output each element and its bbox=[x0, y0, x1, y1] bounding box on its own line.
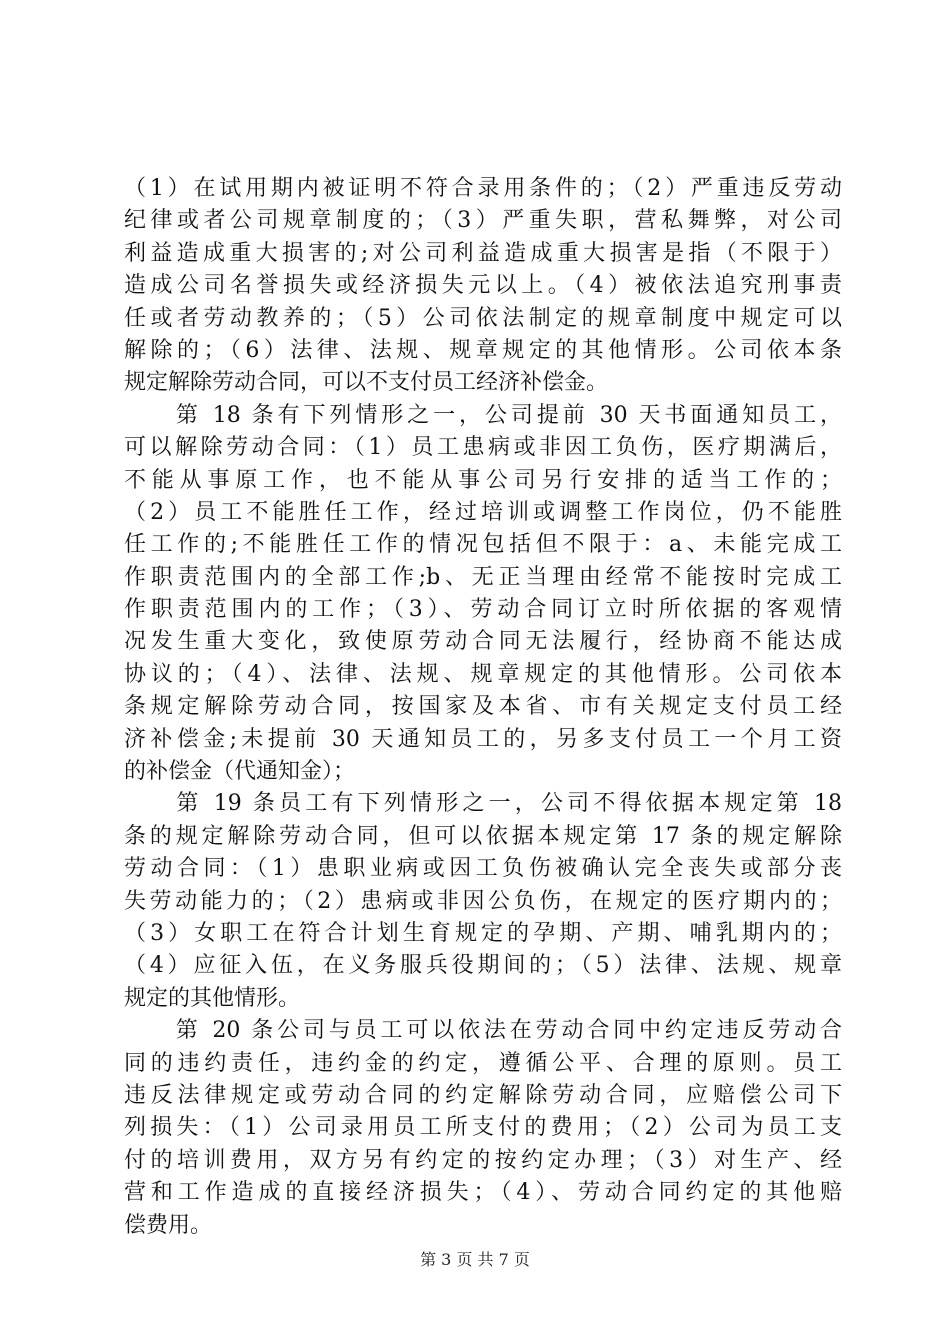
text-line: 造成公司名誉损失或经济损失元以上。（4）被依法追究刑事责 bbox=[124, 273, 842, 299]
text-line: 任或者劳动教养的；（5）公司依法制定的规章制度中规定可以 bbox=[124, 305, 842, 331]
text-line: 条的规定解除劳动合同，但可以依据本规定第 17 条的规定解除 bbox=[124, 823, 842, 849]
text-line: 利益造成重大损害的;对公司利益造成重大损害是指（不限于） bbox=[124, 240, 842, 266]
text-line: 营和工作造成的直接经济损失；（4）、劳动合同约定的其他赔 bbox=[124, 1180, 842, 1206]
text-line: 规定解除劳动合同，可以不支付员工经济补偿金。 bbox=[124, 370, 609, 396]
text-line: 第 19 条员工有下列情形之一，公司不得依据本规定第 18 bbox=[124, 791, 842, 817]
page-number-footer: 第 3 页 共 7 页 bbox=[420, 1250, 530, 1269]
text-line: 同的违约责任，违约金的约定，遵循公平、合理的原则。员工 bbox=[124, 1050, 842, 1076]
text-line: 第 20 条公司与员工可以依法在劳动合同中约定违反劳动合 bbox=[124, 1018, 842, 1044]
text-line: 况发生重大变化，致使原劳动合同无法履行，经协商不能达成 bbox=[124, 629, 842, 655]
text-line: 作职责范围内的工作；（3）、劳动合同订立时所依据的客观情 bbox=[124, 597, 842, 623]
text-line: 任工作的;不能胜任工作的情况包括但不限于：a、未能完成工 bbox=[124, 532, 842, 558]
text-line: 第 18 条有下列情形之一，公司提前 30 天书面通知员工， bbox=[124, 402, 842, 428]
text-line: 协议的；（4）、法律、法规、规章规定的其他情形。公司依本 bbox=[124, 661, 842, 687]
text-line: 偿费用。 bbox=[124, 1212, 213, 1238]
text-line: 付的培训费用，双方另有约定的按约定办理；（3）对生产、经 bbox=[124, 1147, 842, 1173]
text-line: （1）在试用期内被证明不符合录用条件的；（2）严重违反劳动 bbox=[124, 176, 842, 201]
text-line: 违反法律规定或劳动合同的约定解除劳动合同，应赔偿公司下 bbox=[124, 1082, 842, 1108]
text-line: 可以解除劳动合同：（1）员工患病或非因工负伤，医疗期满后， bbox=[124, 435, 842, 461]
text-line: 条规定解除劳动合同，按国家及本省、市有关规定支付员工经 bbox=[124, 694, 842, 720]
text-line: 纪律或者公司规章制度的；（3）严重失职，营私舞弊，对公司 bbox=[124, 208, 842, 234]
text-line: 作职责范围内的全部工作;b、无正当理由经常不能按时完成工 bbox=[124, 564, 842, 590]
document-body bbox=[124, 173, 842, 1242]
text-line: 失劳动能力的；（2）患病或非因公负伤，在规定的医疗期内的； bbox=[124, 888, 842, 914]
text-line: （2）员工不能胜任工作，经过培训或调整工作岗位，仍不能胜 bbox=[124, 499, 842, 525]
text-line: 的补偿金（代通知金）； bbox=[124, 759, 356, 785]
text-line: 不能从事原工作，也不能从事公司另行安排的适当工作的； bbox=[124, 467, 842, 493]
text-line: 劳动合同：（1）患职业病或因工负伤被确认完全丧失或部分丧 bbox=[124, 856, 842, 882]
text-line: （4）应征入伍，在义务服兵役期间的；（5）法律、法规、规章 bbox=[124, 953, 842, 979]
text-line: 列损失：（1）公司录用员工所支付的费用；（2）公司为员工支 bbox=[124, 1115, 842, 1141]
text-line: 规定的其他情形。 bbox=[124, 985, 301, 1011]
text-line: 解除的；（6）法律、法规、规章规定的其他情形。公司依本条 bbox=[124, 337, 842, 363]
text-line: 济补偿金;未提前 30 天通知员工的，另多支付员工一个月工资 bbox=[124, 726, 842, 752]
text-line: （3）女职工在符合计划生育规定的孕期、产期、哺乳期内的； bbox=[124, 920, 842, 946]
